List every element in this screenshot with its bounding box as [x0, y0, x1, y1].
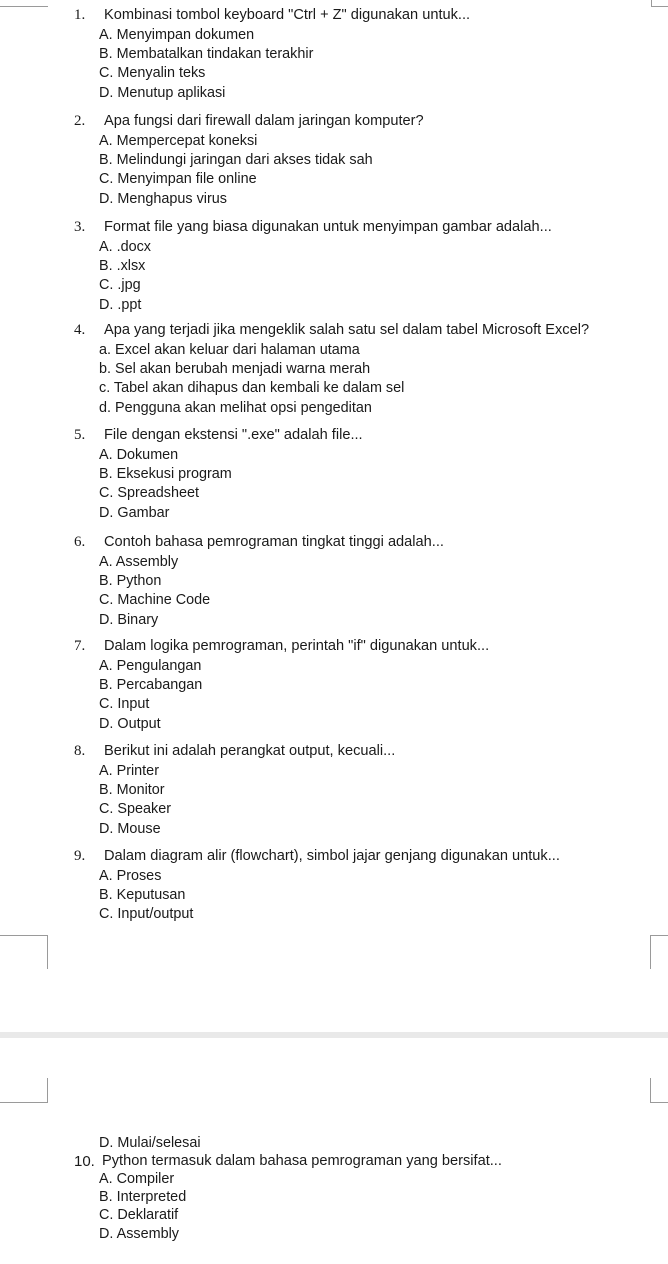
option: b. Sel akan berubah menjadi warna merah [99, 361, 371, 377]
option: A. Assembly [99, 554, 179, 570]
option: C. Menyimpan file online [99, 171, 257, 187]
option: D. Menutup aplikasi [99, 85, 226, 101]
question-number: 4. [74, 322, 86, 338]
option: D. Gambar [99, 505, 170, 521]
question-text: Format file yang biasa digunakan untuk menyimpan gambar adalah... [104, 219, 552, 235]
option: B. Membatalkan tindakan terakhir [99, 46, 314, 62]
question-number: 2. [74, 113, 86, 129]
question-text: Berikut ini adalah perangkat output, kecuali... [104, 743, 396, 759]
question-text: File dengan ekstensi ".exe" adalah file... [104, 427, 363, 443]
option: D. .ppt [99, 297, 142, 313]
page-corner-mark [650, 1078, 668, 1103]
question-number: 8. [74, 743, 86, 759]
option: C. Menyalin teks [99, 65, 206, 81]
option: C. .jpg [99, 277, 141, 293]
question-text: Python termasuk dalam bahasa pemrograman yang bersifat... [102, 1153, 502, 1169]
option: A. Compiler [99, 1171, 175, 1187]
page-corner-mark [0, 0, 48, 7]
option: A. Proses [99, 868, 162, 884]
question-number: 1. [74, 7, 86, 23]
option: A. Mempercepat koneksi [99, 133, 258, 149]
option: C. Input/output [99, 906, 194, 922]
option: D. Mouse [99, 821, 161, 837]
page-corner-mark [650, 935, 668, 969]
question-text: Apa yang terjadi jika mengeklik salah satu sel dalam tabel Microsoft Excel? [104, 322, 590, 338]
question-number: 5. [74, 427, 86, 443]
question-text: Dalam diagram alir (flowchart), simbol jajar genjang digunakan untuk... [104, 848, 560, 864]
question-number: 7. [74, 638, 86, 654]
question-text: Apa fungsi dari firewall dalam jaringan komputer? [104, 113, 424, 129]
option: A. .docx [99, 239, 151, 255]
option: A. Dokumen [99, 447, 179, 463]
option: B. .xlsx [99, 258, 146, 274]
option: D. Output [99, 716, 161, 732]
option: B. Monitor [99, 782, 165, 798]
option: d. Pengguna akan melihat opsi pengeditan [99, 400, 372, 416]
option: B. Keputusan [99, 887, 186, 903]
option: B. Python [99, 573, 162, 589]
question-number: 3. [74, 219, 86, 235]
option: a. Excel akan keluar dari halaman utama [99, 342, 360, 358]
question-number: 9. [74, 848, 86, 864]
option: A. Printer [99, 763, 159, 779]
page-corner-mark [0, 1078, 48, 1103]
option: D. Assembly [99, 1226, 179, 1242]
page-corner-mark [0, 935, 48, 969]
question-text: Kombinasi tombol keyboard "Ctrl + Z" digunakan untuk... [104, 7, 471, 23]
option: A. Menyimpan dokumen [99, 27, 255, 43]
question-text: Contoh bahasa pemrograman tingkat tinggi adalah... [104, 534, 444, 550]
question-text: Dalam logika pemrograman, perintah "if" digunakan untuk... [104, 638, 490, 654]
option: D. Binary [99, 612, 159, 628]
question-number: 10. [74, 1153, 95, 1170]
document-page-2 [0, 1038, 668, 1264]
option: C. Speaker [99, 801, 171, 817]
option: B. Percabangan [99, 677, 203, 693]
question-number: 6. [74, 534, 86, 550]
option: C. Spreadsheet [99, 485, 199, 501]
option: D. Menghapus virus [99, 191, 227, 207]
option: A. Pengulangan [99, 658, 202, 674]
option: C. Deklaratif [99, 1207, 179, 1223]
option: C. Machine Code [99, 592, 211, 608]
option: B. Interpreted [99, 1189, 187, 1205]
option: C. Input [99, 696, 150, 712]
option: B. Eksekusi program [99, 466, 232, 482]
option: B. Melindungi jaringan dari akses tidak sah [99, 152, 373, 168]
option: c. Tabel akan dihapus dan kembali ke dalam sel [99, 380, 405, 396]
page-corner-mark [651, 0, 668, 7]
question-9-option-d: D. Mulai/selesai [99, 1135, 201, 1151]
